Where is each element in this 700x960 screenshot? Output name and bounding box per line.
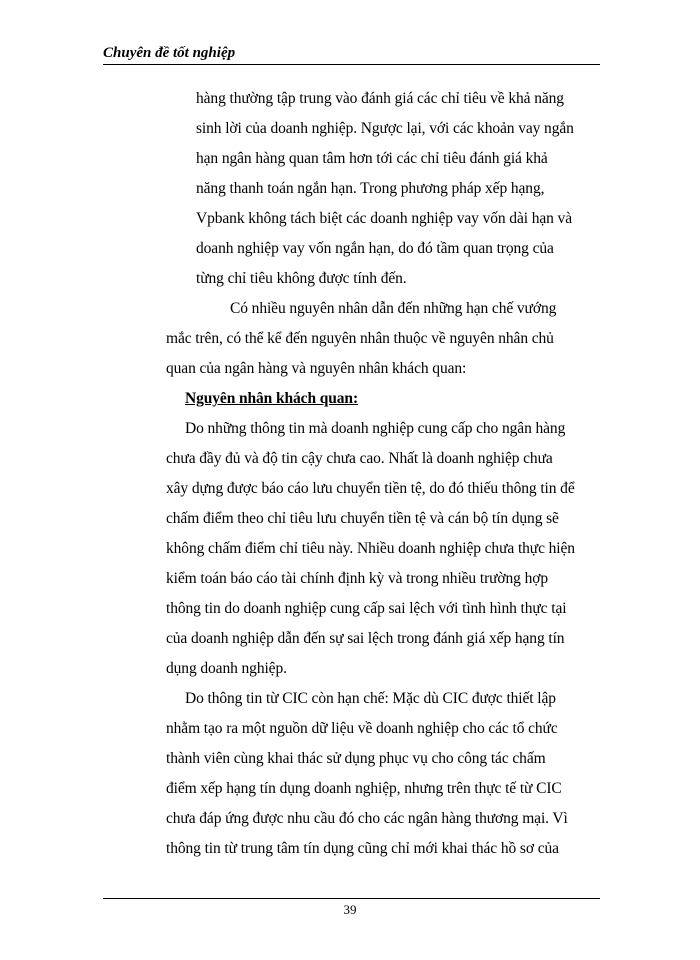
paragraph-line: điểm xếp hạng tín dụng doanh nghiệp, nhưng trên thực tế từ CIC: [166, 780, 562, 797]
paragraph-line: Vpbank không tách biệt các doanh nghiệp vay vốn dài hạn và: [196, 210, 572, 227]
footer-divider: [103, 898, 600, 899]
paragraph-line: hàng thường tập trung vào đánh giá các chỉ tiêu về khả năng: [196, 90, 564, 107]
paragraph-line: nhằm tạo ra một nguồn dữ liệu về doanh nghiệp cho các tổ chức: [166, 720, 558, 737]
paragraph-line: dụng doanh nghiệp.: [166, 660, 287, 677]
paragraph-line: quan của ngân hàng và nguyên nhân khách quan:: [166, 360, 467, 377]
paragraph-line: thông tin từ trung tâm tín dụng cũng chỉ mới khai thác hồ sơ của: [166, 840, 559, 857]
paragraph-line: xây dựng được báo cáo lưu chuyển tiền tệ, do đó thiếu thông tin để: [166, 480, 575, 497]
paragraph-line: sinh lời của doanh nghiệp. Ngược lại, với các khoản vay ngắn: [196, 120, 574, 137]
paragraph-line: chưa đầy đủ và độ tin cậy chưa cao. Nhất là doanh nghiệp chưa: [166, 450, 553, 467]
paragraph-line: không chấm điểm chỉ tiêu này. Nhiều doanh nghiệp chưa thực hiện: [166, 540, 575, 557]
paragraph-line: hạn ngân hàng quan tâm hơn tới các chỉ tiêu đánh giá khả: [196, 150, 548, 167]
paragraph-line: doanh nghiệp vay vốn ngắn hạn, do đó tầm quan trọng của: [196, 240, 554, 257]
page-header: [103, 44, 600, 65]
section-heading: Nguyên nhân khách quan:: [185, 390, 359, 407]
paragraph-line: năng thanh toán ngắn hạn. Trong phương pháp xếp hạng,: [196, 180, 545, 197]
paragraph-line: chấm điểm theo chỉ tiêu lưu chuyển tiền tệ và cán bộ tín dụng sẽ: [166, 510, 559, 527]
paragraph-line: của doanh nghiệp dẫn đến sự sai lệch trong đánh giá xếp hạng tín: [166, 630, 565, 647]
paragraph-line: chưa đáp ứng được nhu cầu đó cho các ngân hàng thương mại. Vì: [166, 810, 568, 827]
paragraph-line: Do những thông tin mà doanh nghiệp cung cấp cho ngân hàng: [185, 420, 566, 437]
header-title: Chuyên đề tốt nghiệp: [103, 45, 236, 61]
paragraph-line: Có nhiều nguyên nhân dẫn đến những hạn chế vướng: [230, 300, 557, 317]
paragraph-line: thông tin do doanh nghiệp cung cấp sai lệch với tình hình thực tại: [166, 600, 567, 617]
paragraph-line: mắc trên, có thể kể đến nguyên nhân thuộc về nguyên nhân chủ: [166, 330, 554, 347]
paragraph-line: từng chỉ tiêu không được tính đến.: [196, 270, 407, 287]
paragraph-line: Do thông tin từ CIC còn hạn chế: Mặc dù CIC được thiết lập: [185, 690, 556, 707]
paragraph-line: kiểm toán báo cáo tài chính định kỳ và trong nhiều trường hợp: [166, 570, 548, 587]
page-number: 39: [343, 902, 357, 917]
paragraph-line: thành viên cùng khai thác sử dụng phục vụ cho công tác chấm: [166, 750, 546, 767]
